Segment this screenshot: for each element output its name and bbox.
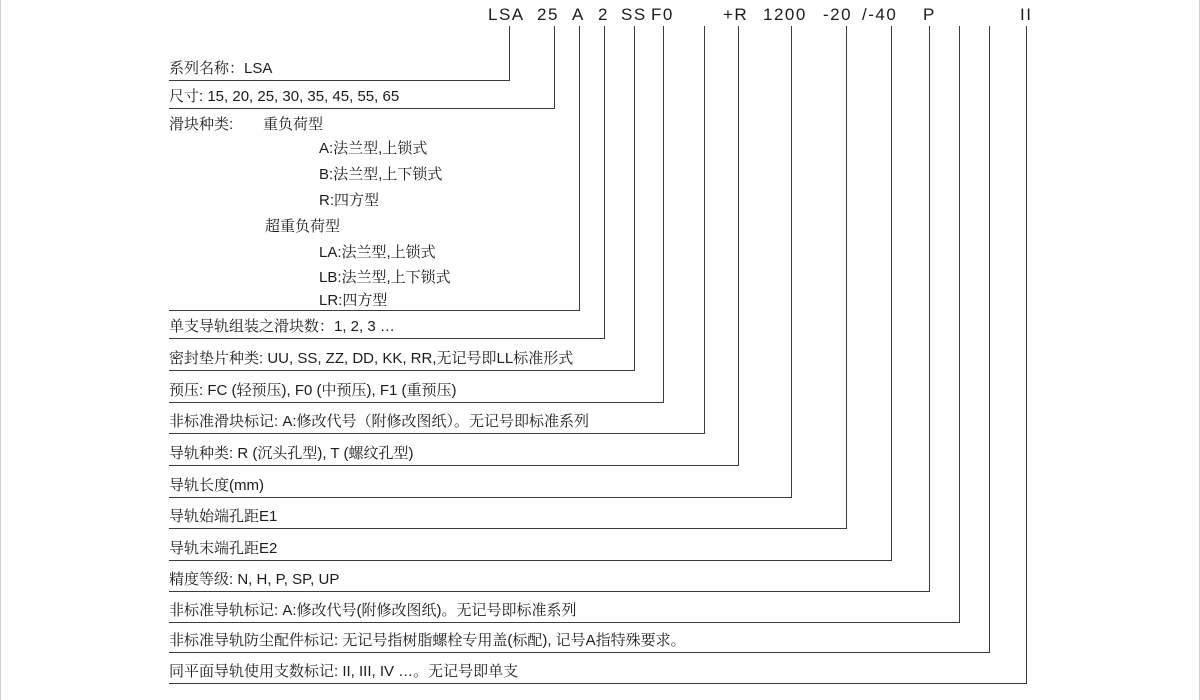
connector-vline-e1 — [846, 26, 847, 529]
code-segment-rail-length: 1200 — [763, 5, 807, 24]
connector-hline-rail-type — [169, 465, 739, 466]
row-label-size: 尺寸: 15, 20, 25, 30, 35, 45, 55, 65 — [169, 88, 400, 105]
connector-vline-rail-length — [791, 26, 792, 498]
row-label-dust-accessory: 非标准导轨防尘配件标记: 无记号指树脂螺栓专用盖(标配), 记号A指特殊要求。 — [169, 632, 686, 649]
row-label-e2: 导轨末端孔距E2 — [169, 540, 278, 557]
block-type-heavy-r: R:四方型 — [319, 192, 380, 209]
block-type-heavy-b: B:法兰型,上下锁式 — [319, 166, 443, 183]
connector-hline-e2 — [169, 560, 892, 561]
code-segment-block-count: 2 — [598, 5, 609, 24]
row-label-rail-length: 导轨长度(mm) — [169, 477, 264, 494]
block-type-super-heavy-lb: LB:法兰型,上下锁式 — [319, 269, 451, 286]
connector-vline-rail-type — [738, 26, 739, 466]
connector-hline-series — [169, 80, 510, 81]
connector-hline-size — [169, 108, 555, 109]
connector-vline-block-count — [604, 26, 605, 339]
block-type-super-heavy-lr: LR:四方型 — [319, 292, 388, 309]
connector-vline-seal — [634, 26, 635, 371]
row-label-series: 系列名称：LSA — [169, 60, 273, 77]
connector-vline-size — [554, 26, 555, 109]
row-label-e1: 导轨始端孔距E1 — [169, 508, 278, 525]
block-type-heavy-a: A:法兰型,上锁式 — [319, 140, 428, 157]
connector-hline-block-count — [169, 338, 605, 339]
connector-vline-series — [509, 26, 510, 81]
block-type-heavy-header: 重负荷型 — [263, 116, 324, 133]
row-label-preload: 预压: FC (轻预压), F0 (中预压), F1 (重预压) — [169, 382, 457, 399]
row-label-rail-type: 导轨种类: R (沉头孔型), T (螺纹孔型) — [169, 445, 414, 462]
connector-hline-rail-count — [169, 683, 1027, 684]
connector-vline-accuracy — [929, 26, 930, 592]
block-type-super-heavy-la: LA:法兰型,上锁式 — [319, 244, 436, 261]
row-label-seal: 密封垫片种类: UU, SS, ZZ, DD, KK, RR,无记号即LL标准形式 — [169, 350, 574, 367]
block-type-super-heavy-header: 超重负荷型 — [265, 218, 341, 235]
connector-hline-preload — [169, 402, 664, 403]
code-segment-series: LSA — [488, 5, 525, 24]
connector-vline-preload — [663, 26, 664, 403]
connector-vline-dust-accessory — [989, 26, 990, 653]
code-segment-rail-count: II — [1020, 5, 1033, 24]
code-segment-e1: -20 — [823, 5, 853, 24]
connector-hline-accuracy — [169, 591, 930, 592]
connector-hline-dust-accessory — [169, 652, 990, 653]
connector-hline-seal — [169, 370, 635, 371]
connector-vline-block-type — [579, 26, 580, 311]
code-segment-seal: SS — [621, 5, 647, 24]
connector-vline-e2 — [891, 26, 892, 561]
row-label-rail-count: 同平面导轨使用支数标记: II, III, IV …。无记号即单支 — [169, 663, 519, 680]
connector-hline-rail-length — [169, 497, 792, 498]
connector-hline-nonstd-rail — [169, 622, 960, 623]
row-label-block-count: 单支导轨组装之滑块数：1, 2, 3 … — [169, 318, 395, 335]
row-label-accuracy: 精度等级: N, H, P, SP, UP — [169, 571, 340, 588]
code-segment-size: 25 — [537, 5, 559, 24]
connector-hline-e1 — [169, 528, 847, 529]
code-segment-rail-type: +R — [723, 5, 749, 24]
code-segment-preload: F0 — [651, 5, 674, 24]
row-label-nonstd-block: 非标准滑块标记: A:修改代号（附修改图纸）。无记号即标准系列 — [169, 413, 590, 430]
code-segment-e2: /-40 — [862, 5, 898, 24]
connector-hline-nonstd-block — [169, 433, 705, 434]
connector-vline-nonstd-rail — [959, 26, 960, 623]
code-segment-accuracy: P — [923, 5, 936, 24]
connector-vline-nonstd-block — [704, 26, 705, 434]
connector-vline-rail-count — [1026, 26, 1027, 684]
row-label-block-type: 滑块种类: — [169, 116, 234, 133]
code-segment-block-type: A — [572, 5, 585, 24]
row-label-nonstd-rail: 非标准导轨标记: A:修改代号(附修改图纸)。无记号即标准系列 — [169, 602, 577, 619]
